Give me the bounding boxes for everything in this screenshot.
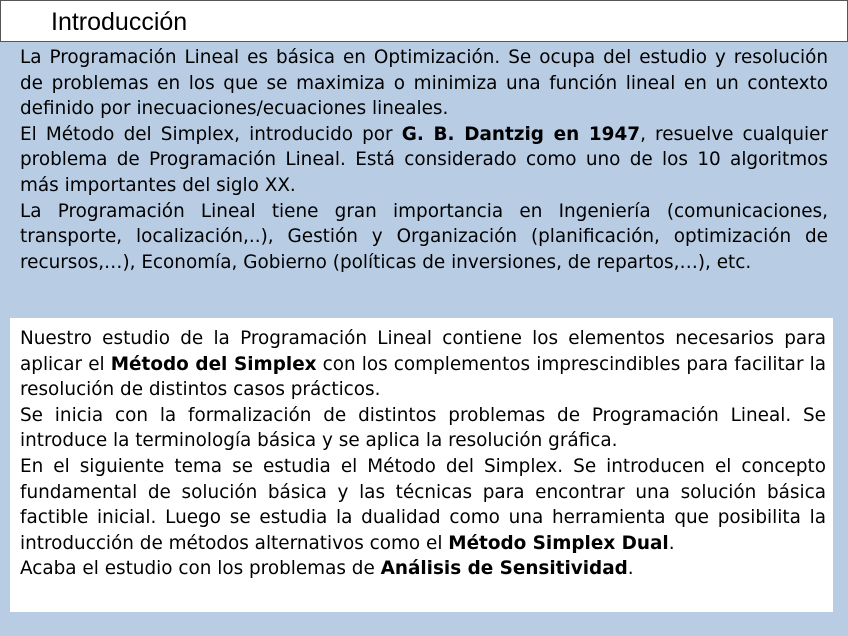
title-bar — [0, 0, 848, 42]
study-paragraph-2: Se inicia con la formalización de distintos problemas de Programación Lineal. Se introduce la terminología básica y se aplica la resolución gráfica. — [20, 404, 826, 452]
study-paragraph-4-text-a: Acaba el estudio con los problemas de — [20, 558, 381, 580]
intro-paragraph-2 — [20, 122, 828, 199]
dantzig-emphasis: G. B. Dantzig en 1947 — [401, 123, 641, 145]
sensitivity-analysis-emphasis: Análisis de Sensitividad — [380, 558, 628, 580]
intro-paragraph-2-text-b: , resuelve cualquier problema de Programación Lineal. Está considerado como uno de los 10 algoritmos más importantes del siglo XX. — [20, 123, 828, 196]
slide-title: Introducción — [51, 8, 188, 36]
intro-paragraph-3: La Programación Lineal tiene gran importancia en Ingeniería (comunicaciones, transporte, localización,..), Gestión y Organización (planificación, optimización de recursos,…), Economía, Gobierno (políticas de inversiones, de repartos,…), etc. — [20, 200, 828, 273]
study-text-block — [20, 326, 826, 582]
intro-paragraph-1: La Programación Lineal es básica en Optimización. Se ocupa del estudio y resolución de problemas en los que se maximiza o minimiza una función lineal en un contexto definido por inecuaciones/ecuaciones lineales. — [20, 47, 828, 120]
intro-text-block — [20, 45, 828, 275]
study-paragraph-3-text-a: En el siguiente tema se estudia el Método del Simplex. Se introducen el concepto fundamental de solución básica y las técnicas para encontrar una solución básica factible inicial. Luego se estudia la dualidad como una herramienta que posibilita la introducción de métodos alternativos como el — [20, 455, 826, 554]
study-paragraph-3 — [20, 454, 826, 556]
study-paragraph-1 — [20, 326, 826, 403]
study-paragraph-4-text-b: . — [627, 558, 634, 580]
intro-paragraph-2-text-a: El Método del Simplex, introducido por — [20, 123, 402, 145]
dual-simplex-emphasis: Método Simplex Dual — [448, 532, 669, 554]
study-paragraph-3-text-b: . — [668, 532, 675, 554]
study-paragraph-1-text-a: Nuestro estudio de la Programación Lineal contiene los elementos necesarios para aplicar el — [20, 328, 826, 375]
study-paragraph-4 — [20, 556, 826, 582]
simplex-method-emphasis: Método del Simplex — [110, 353, 317, 375]
study-paragraph-1-text-b: con los complementos imprescindibles para facilitar la resolución de distintos casos prácticos. — [20, 353, 826, 401]
